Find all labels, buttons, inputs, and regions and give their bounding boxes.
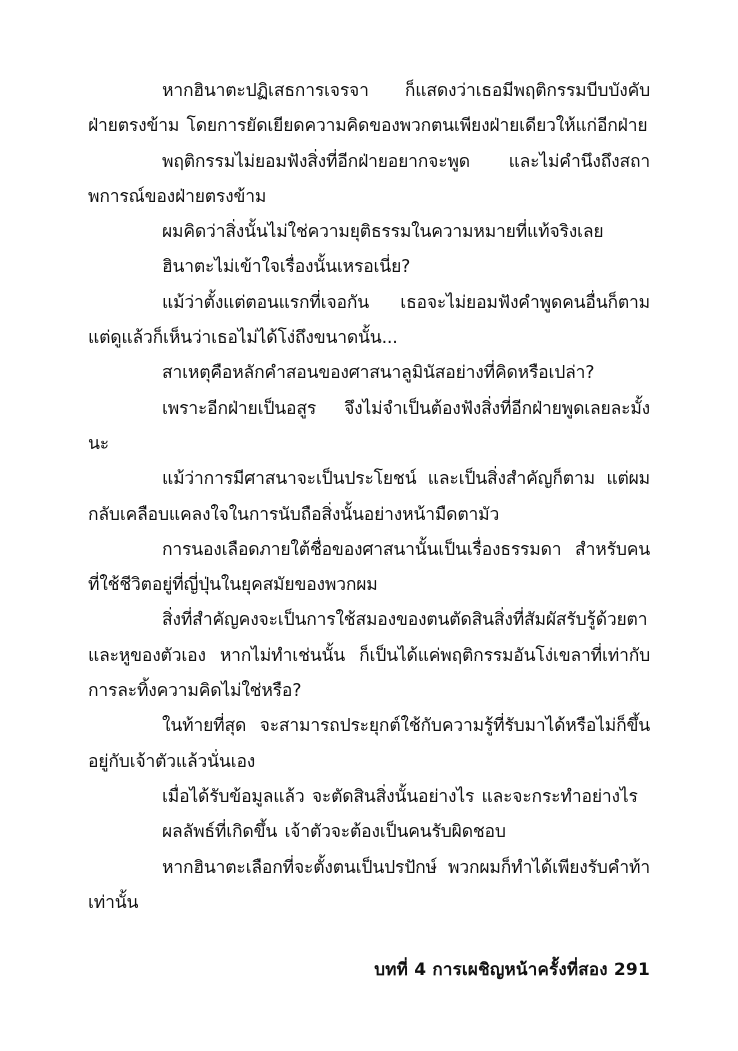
- paragraph: หากฮินาตะเลือกที่จะตั้งตนเป็นปรปักษ์ พวกผมก็ทำได้เพียงรับคำท้าเท่านั้น: [88, 857, 650, 913]
- paragraph: แม้ว่าตั้งแต่ตอนแรกที่เจอกัน เธอจะไม่ยอมฟังคำพูดคนอื่นก็ตาม แต่ดูแล้วก็เห็นว่าเธอไม่ได้โง่ถึงขนาดนั้น...: [88, 292, 650, 349]
- paragraph: ในท้ายที่สุด จะสามารถประยุกต์ใช้กับความรู้ที่รับมาได้หรือไม่ก็ขึ้นอยู่กับเจ้าตัวแล้วนั่นเอง: [88, 716, 650, 772]
- page-body: [88, 74, 650, 921]
- paragraph: สิ่งที่สำคัญคงจะเป็นการใช้สมองของตนตัดสินสิ่งที่สัมผัสรับรู้ด้วยตาและหูของตัวเอง หากไม่ทำเช่นนั้น ก็เป็นได้แค่พฤติกรรมอันโง่เขลาที่เท่ากับการละทิ้งความคิดไม่ใช่หรือ?: [88, 610, 650, 702]
- paragraph: ผลลัพธ์ที่เกิดขึ้น เจ้าตัวจะต้องเป็นคนรับผิดชอบ: [162, 822, 506, 843]
- paragraph: พฤติกรรมไม่ยอมฟังสิ่งที่อีกฝ่ายอยากจะพูด และไม่คำนึงถึงสถาพการณ์ของฝ่ายตรงข้าม: [88, 151, 650, 207]
- paragraph: แม้ว่าการมีศาสนาจะเป็นประโยชน์ และเป็นสิ่งสำคัญก็ตาม แต่ผมกลับเคลือบแคลงใจในการนับถือสิ่งนั้นอย่างหน้ามืดตามัว: [88, 469, 650, 525]
- paragraph: สาเหตุคือหลักคำสอนของศาสนาลูมินัสอย่างที่คิดหรือเปล่า?: [162, 363, 595, 384]
- paragraph: หากฮินาตะปฏิเสธการเจรจา ก็แสดงว่าเธอมีพฤติกรรมบีบบังคับฝ่ายตรงข้าม โดยการยัดเยียดความคิดของพวกตนเพียงฝ่ายเดียวให้แก่อีกฝ่าย: [88, 81, 650, 137]
- paragraph: เพราะอีกฝ่ายเป็นอสูร จึงไม่จำเป็นต้องฟังสิ่งที่อีกฝ่ายพูดเลยละมั้งนะ: [88, 398, 650, 454]
- paragraph: การนองเลือดภายใต้ชื่อของศาสนานั้นเป็นเรื่องธรรมดา สำหรับคนที่ใช้ชีวิตอยู่ที่ญี่ปุ่นในยุคสมัยของพวกผม: [88, 539, 650, 596]
- paragraph: ผมคิดว่าสิ่งนั้นไม่ใช่ความยุติธรรมในความหมายที่แท้จริงเลย: [162, 222, 604, 243]
- paragraph: ฮินาตะไม่เข้าใจเรื่องนั้นเหรอเนี่ย?: [162, 257, 411, 278]
- page-footer-running-header: บทที่ 4 การเผชิญหน้าครั้งที่สอง 291: [374, 960, 650, 980]
- paragraph: เมื่อได้รับข้อมูลแล้ว จะตัดสินสิ่งนั้นอย่างไร และจะกระทำอย่างไร: [162, 786, 638, 807]
